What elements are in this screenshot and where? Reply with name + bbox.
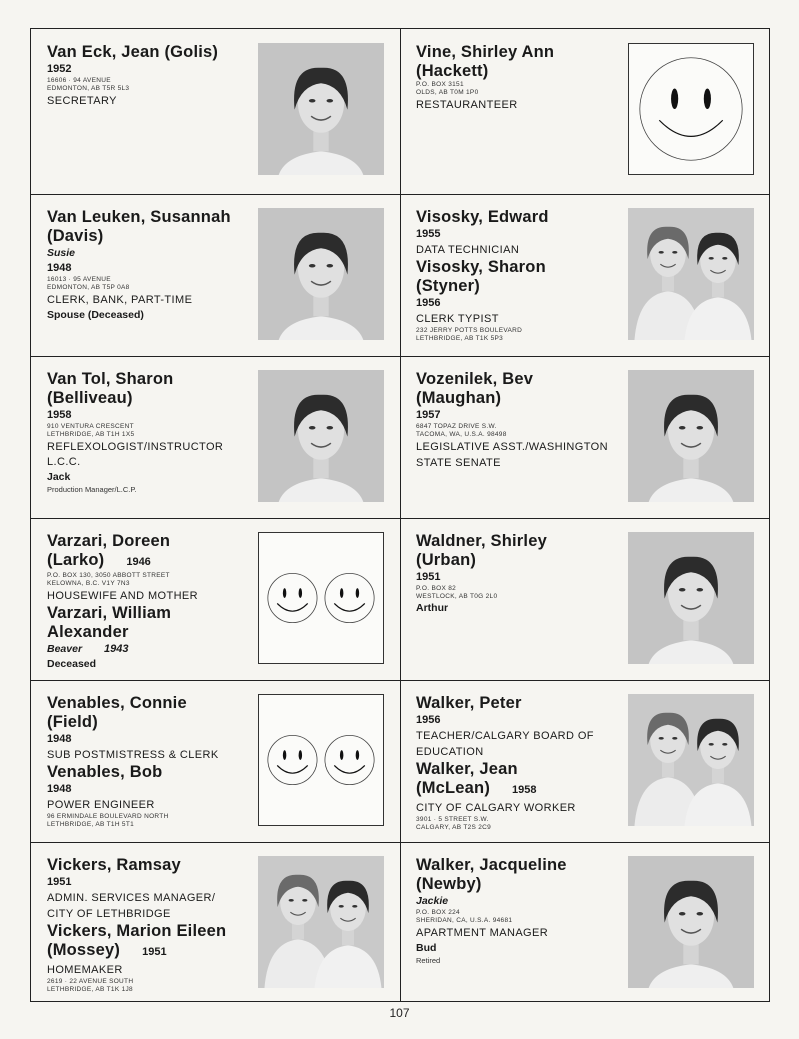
occupation: HOUSEWIFE AND MOTHER: [47, 590, 199, 602]
directory-entry: [31, 356, 400, 518]
occupation: EDUCATION: [416, 746, 484, 758]
person-name: Vozenilek, Bev: [416, 370, 534, 388]
directory-entry: [31, 518, 400, 680]
address-line: P.O. BOX 3151: [416, 81, 464, 88]
person-name: Venables, Connie: [47, 694, 187, 712]
directory-entry: [31, 194, 400, 356]
address-line: 16013 · 95 AVENUE: [47, 276, 111, 283]
entry-text: [47, 694, 252, 829]
person-name: Alexander: [47, 623, 129, 641]
entry-text: [47, 532, 252, 671]
couple-portrait-icon: [628, 208, 754, 340]
directory-entry: [400, 518, 770, 680]
address-line: LETHBRIDGE, AB T1K 1J8: [47, 986, 133, 993]
person-name: (Newby): [416, 875, 482, 893]
address-line: 96 ERMINDALE BOULEVARD NORTH: [47, 813, 169, 820]
birth-year: 1958: [512, 784, 537, 796]
woman-portrait-icon: [628, 532, 754, 664]
portrait-photo: [628, 370, 754, 502]
entry-text: [416, 856, 621, 966]
person-name: Van Tol, Sharon: [47, 370, 174, 388]
entry-text: [416, 532, 621, 616]
birth-year: 1948: [47, 783, 72, 795]
person-name: Venables, Bob: [47, 763, 163, 781]
address-line: 910 VENTURA CRESCENT: [47, 423, 134, 430]
couple-photo: [628, 208, 754, 340]
maiden-name: (Mossey): [47, 941, 121, 959]
maiden-name: (McLean): [416, 779, 491, 797]
placeholder-smiley-image: [258, 694, 384, 826]
directory-grid: [30, 28, 770, 1002]
person-name: [47, 941, 252, 962]
person-name: Walker, Peter: [416, 694, 522, 712]
person-name: (Urban): [416, 551, 477, 569]
couple-photo: [628, 694, 754, 826]
woman-portrait-icon: [258, 370, 384, 502]
couple-photo: [258, 856, 384, 988]
portrait-photo: [258, 43, 384, 175]
woman-portrait-icon: [258, 43, 384, 175]
placeholder-smiley-image: [258, 532, 384, 664]
person-name: Varzari, Doreen: [47, 532, 171, 550]
birth-year: 1956: [416, 714, 441, 726]
occupation: STATE SENATE: [416, 457, 501, 469]
nickname: Jackie: [416, 895, 449, 907]
address-line: EDMONTON, AB T5R 5L3: [47, 85, 130, 92]
maiden-name: (Larko): [47, 551, 105, 569]
birth-year: 1958: [47, 409, 72, 421]
directory-entry: [31, 680, 400, 842]
address-line: 3901 · 5 STREET S.W.: [416, 816, 489, 823]
address-line: P.O. BOX 224: [416, 909, 460, 916]
occupation: REFLEXOLOGIST/INSTRUCTOR L.C.C.: [47, 441, 224, 468]
entry-text: [47, 208, 252, 323]
nickname-text: Beaver: [47, 643, 83, 655]
occupation: TEACHER/CALGARY BOARD OF: [416, 730, 594, 742]
address-line: LETHBRIDGE, AB T1H 1X5: [47, 431, 135, 438]
person-name: (Styner): [416, 277, 480, 295]
person-name: (Davis): [47, 227, 104, 245]
address-line: 2619 · 22 AVENUE SOUTH: [47, 978, 134, 985]
portrait-photo: [628, 532, 754, 664]
note-text: Production Manager/L.C.P.: [47, 485, 137, 494]
person-name: Varzari, William: [47, 604, 172, 622]
woman-portrait-icon: [258, 208, 384, 340]
address-line: SHERIDAN, CA, U.S.A. 94681: [416, 917, 513, 924]
woman-portrait-icon: [628, 370, 754, 502]
portrait-photo: [628, 856, 754, 988]
page-number: 107: [389, 1006, 410, 1020]
birth-year: 1952: [47, 63, 72, 75]
person-name: Vine, Shirley Ann: [416, 43, 555, 61]
two-smiley-faces-icon: [259, 695, 383, 825]
address-line: P.O. BOX 82: [416, 585, 457, 592]
directory-entry: [400, 194, 770, 356]
person-name: Van Eck, Jean (Golis): [47, 43, 219, 61]
birth-year: 1946: [126, 556, 151, 568]
birth-year: 1951: [142, 946, 167, 958]
person-name: (Field): [47, 713, 98, 731]
birth-year: 1948: [47, 733, 72, 745]
entry-text: [416, 208, 621, 343]
birth-year: 1951: [416, 571, 441, 583]
portrait-photo: [258, 208, 384, 340]
person-name: Visosky, Sharon: [416, 258, 546, 276]
spouse-name: Bud: [416, 942, 437, 954]
address-line: WESTLOCK, AB T0G 2L0: [416, 593, 498, 600]
directory-entry: [31, 29, 400, 194]
address-line: TACOMA, WA, U.S.A. 98498: [416, 431, 507, 438]
spouse-name: Spouse (Deceased): [47, 309, 144, 321]
directory-entry: [31, 842, 400, 1002]
person-name: (Hackett): [416, 62, 489, 80]
address-line: LETHBRIDGE, AB T1K 5P3: [416, 335, 504, 342]
woman-portrait-icon: [628, 856, 754, 988]
occupation: CLERK, BANK, PART-TIME: [47, 294, 193, 306]
birth-year: 1943: [104, 643, 129, 655]
placeholder-smiley-image: [628, 43, 754, 175]
occupation: CITY OF CALGARY WORKER: [416, 802, 576, 814]
spouse-name: Arthur: [416, 602, 449, 614]
address-line: 16606 · 94 AVENUE: [47, 77, 111, 84]
person-name: [47, 551, 252, 572]
entry-text: [416, 694, 621, 832]
couple-portrait-icon: [628, 694, 754, 826]
birth-year: 1955: [416, 228, 441, 240]
person-name: [416, 779, 621, 800]
occupation: CITY OF LETHBRIDGE: [47, 908, 171, 920]
birth-year: 1948: [47, 262, 72, 274]
person-name: Walker, Jacqueline: [416, 856, 567, 874]
occupation: ADMIN. SERVICES MANAGER/: [47, 892, 216, 904]
person-name: Visosky, Edward: [416, 208, 549, 226]
entry-text: [47, 370, 252, 495]
person-name: (Maughan): [416, 389, 502, 407]
entry-text: [416, 43, 621, 113]
person-name: (Belliveau): [47, 389, 133, 407]
person-name: Vickers, Ramsay: [47, 856, 181, 874]
birth-year: 1957: [416, 409, 441, 421]
portrait-photo: [258, 370, 384, 502]
deceased-label: Deceased: [47, 658, 97, 670]
note-text: Retired: [416, 956, 441, 965]
person-name: Van Leuken, Susannah: [47, 208, 231, 226]
birth-year: 1951: [47, 876, 72, 888]
person-name: Vickers, Marion Eileen: [47, 922, 227, 940]
address-line: EDMONTON, AB T5P 0A8: [47, 284, 130, 291]
person-name: Waldner, Shirley: [416, 532, 547, 550]
occupation: APARTMENT MANAGER: [416, 927, 549, 939]
occupation: POWER ENGINEER: [47, 799, 155, 811]
nickname: Susie: [47, 247, 76, 259]
smiley-face-icon: [629, 44, 753, 174]
couple-portrait-icon: [258, 856, 384, 988]
occupation: SECRETARY: [47, 95, 117, 107]
entry-text: [47, 856, 252, 994]
occupation: DATA TECHNICIAN: [416, 244, 520, 256]
directory-entry: [400, 29, 770, 194]
address-line: P.O. BOX 130, 3050 ABBOTT STREET: [47, 572, 170, 579]
occupation: RESTAURANTEER: [416, 99, 518, 111]
address-line: LETHBRIDGE, AB T1H 5T1: [47, 821, 135, 828]
entry-text: [47, 43, 252, 109]
address-line: KELOWNA, B.C. V1Y 7N3: [47, 580, 130, 587]
two-smiley-faces-icon: [259, 533, 383, 663]
person-name: Walker, Jean: [416, 760, 518, 778]
occupation: HOMEMAKER: [47, 964, 123, 976]
address-line: 6847 TOPAZ DRIVE S.W.: [416, 423, 497, 430]
address-line: 232 JERRY POTTS BOULEVARD: [416, 327, 523, 334]
occupation: CLERK TYPIST: [416, 313, 499, 325]
entry-text: [416, 370, 621, 471]
directory-entry: [400, 356, 770, 518]
nickname: [47, 642, 252, 657]
occupation: LEGISLATIVE ASST./WASHINGTON: [416, 441, 608, 453]
address-line: CALGARY, AB T2S 2C9: [416, 824, 492, 831]
directory-entry: [400, 680, 770, 842]
occupation: SUB POSTMISTRESS & CLERK: [47, 749, 219, 761]
address-line: OLDS, AB T0M 1P0: [416, 89, 479, 96]
directory-entry: [400, 842, 770, 1002]
spouse-name: Jack: [47, 471, 71, 483]
birth-year: 1956: [416, 297, 441, 309]
